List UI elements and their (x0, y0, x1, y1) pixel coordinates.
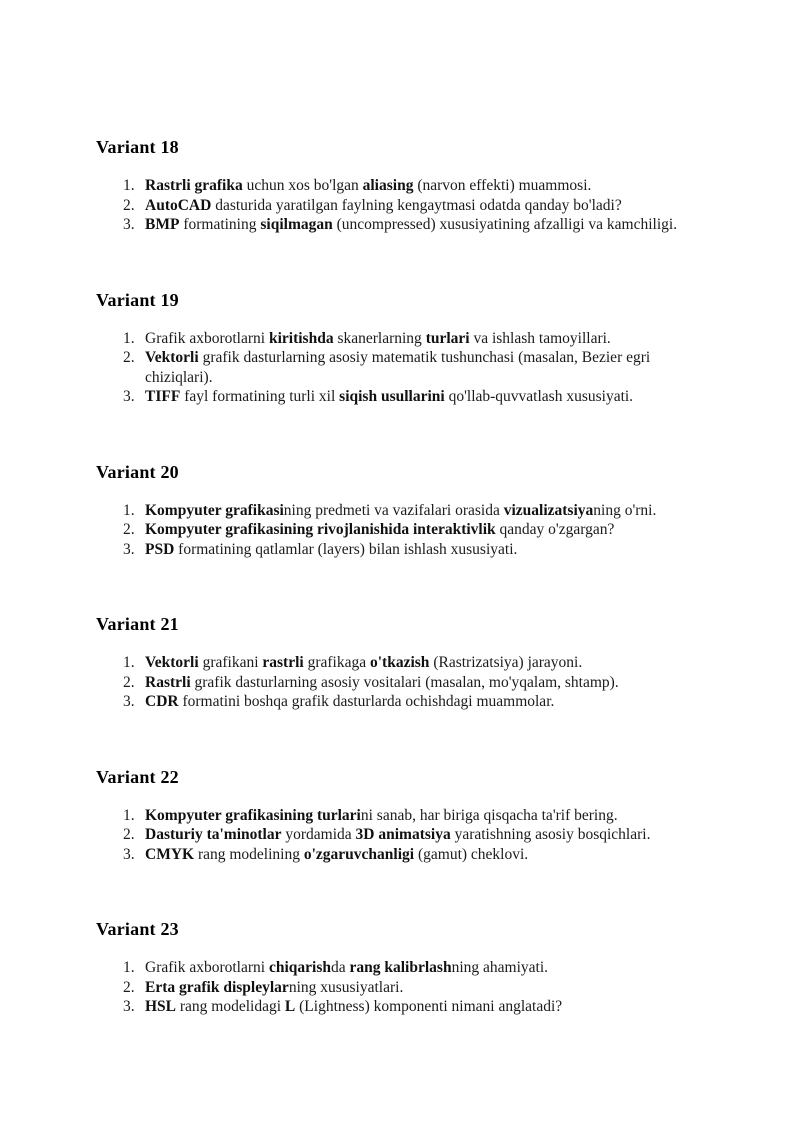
question-text-segment: ning o'rni. (593, 501, 657, 519)
question-item (123, 978, 712, 998)
question-number: 1. (123, 177, 135, 194)
question-number: 2. (123, 673, 135, 691)
question-text-bold-segment: Rastrli (145, 673, 191, 691)
question-text-bold-segment: kiritishda (268, 329, 334, 347)
question-text (145, 673, 712, 693)
question-item (123, 176, 712, 196)
question-text-bold-segment: Kompyuter grafikasi (145, 501, 284, 519)
variant-title: Variant 20 (96, 461, 179, 482)
question-item (123, 673, 712, 693)
variant-section (96, 290, 712, 407)
question-list (123, 958, 712, 1017)
question-item (123, 540, 712, 560)
question-text (145, 958, 712, 978)
question-text (145, 825, 712, 845)
question-text (145, 997, 712, 1017)
question-number: 1. (123, 329, 135, 347)
question-text-bold-segment: Erta grafik displeylar (145, 978, 289, 996)
question-number: 3. (123, 845, 135, 863)
question-text-segment: ni sanab, har biriga qisqacha ta'rif bering. (360, 806, 618, 824)
question-text-segment: ning xususiyatlari. (288, 978, 404, 996)
variant-section (96, 614, 712, 712)
question-text-segment: da (330, 959, 350, 976)
question-item (123, 520, 712, 540)
question-text-segment: fayl formatining turli xil (180, 388, 340, 405)
question-number: 1. (123, 654, 135, 671)
question-text-bold-segment: HSL (145, 998, 177, 1015)
question-text-segment: Grafik axborotlarni (145, 329, 269, 347)
variant-section (96, 767, 712, 865)
exam-variants-content (96, 137, 712, 1072)
question-text-bold-segment: Kompyuter grafikasining turlari (145, 806, 361, 824)
question-text (145, 978, 712, 998)
variant-section (96, 137, 712, 235)
question-text-bold-segment: Kompyuter grafikasining rivojlanishida interaktivlik (145, 521, 496, 538)
question-item (123, 348, 712, 387)
question-number: 2. (123, 196, 135, 214)
variant-section (96, 919, 712, 1017)
question-number: 1. (123, 806, 135, 824)
question-text (145, 653, 712, 673)
question-item (123, 825, 712, 845)
question-text-bold-segment: turlari (425, 329, 470, 347)
question-text-segment: (Lightness) komponenti nimani anglatadi? (295, 998, 563, 1015)
variant-title: Variant 22 (96, 766, 179, 787)
question-text (145, 348, 712, 387)
question-text-segment: formatining (179, 216, 261, 233)
question-list (123, 501, 712, 560)
question-text-bold-segment: PSD (145, 540, 175, 558)
question-item (123, 215, 712, 235)
question-item (123, 997, 712, 1017)
question-text-bold-segment: siqilmagan (260, 216, 333, 233)
question-text-bold-segment: rastrli (262, 654, 304, 671)
question-number: 3. (123, 388, 135, 405)
question-text-segment: (uncompressed) xususiyatining afzalligi va kamchiligi. (332, 216, 678, 233)
question-text-segment: (narvon effekti) muammosi. (413, 177, 592, 194)
question-text (145, 692, 712, 712)
question-text-bold-segment: L (284, 998, 296, 1015)
question-number: 2. (123, 349, 135, 366)
question-text (145, 387, 712, 407)
question-text-segment: uchun xos bo'lgan (242, 177, 363, 194)
question-text-bold-segment: Rastrli grafika (145, 177, 243, 194)
question-list (123, 176, 712, 235)
question-text-segment: rang modelidagi (176, 998, 285, 1015)
question-number: 1. (123, 959, 135, 976)
question-number: 3. (123, 540, 135, 558)
question-text (145, 540, 712, 560)
variant-title: Variant 18 (96, 137, 179, 157)
question-text-segment: qo'llab-quvvatlash xususiyati. (444, 388, 634, 405)
question-text-segment: skanerlarning (333, 329, 426, 347)
question-item (123, 692, 712, 712)
question-text-bold-segment: AutoCAD (145, 196, 212, 214)
question-text-bold-segment: aliasing (362, 177, 414, 194)
question-text-bold-segment: BMP (145, 216, 180, 233)
question-text-segment: (gamut) cheklovi. (414, 845, 529, 863)
question-text-segment: formatining qatlamlar (layers) bilan ishlash xususiyati. (174, 540, 518, 558)
question-text (145, 806, 712, 826)
question-list (123, 806, 712, 865)
question-item (123, 845, 712, 865)
variant-title: Variant 23 (96, 919, 179, 939)
question-item (123, 501, 712, 521)
question-item (123, 958, 712, 978)
question-number: 2. (123, 826, 135, 843)
question-text-bold-segment: Dasturiy ta'minotlar (145, 826, 282, 843)
question-text-segment: grafik dasturlarning asosiy matematik tushunchasi (masalan, Bezier egri chiziqlari). (145, 349, 651, 386)
question-text-segment: yaratishning asosiy bosqichlari. (450, 826, 651, 843)
question-text-segment: (Rastrizatsiya) jarayoni. (429, 654, 583, 671)
question-text-bold-segment: o'zgaruvchanligi (303, 845, 415, 863)
question-number: 3. (123, 998, 135, 1015)
question-text-bold-segment: CMYK (145, 845, 195, 863)
question-number: 1. (123, 501, 135, 519)
question-number: 3. (123, 693, 135, 710)
variant-title: Variant 21 (96, 614, 179, 634)
question-text-segment: ning predmeti va vazifalari orasida (283, 501, 504, 519)
question-text-segment: ning ahamiyati. (451, 959, 548, 976)
question-text (145, 329, 712, 349)
question-item (123, 329, 712, 349)
question-text-segment: va ishlash tamoyillari. (469, 329, 611, 347)
question-item (123, 196, 712, 216)
question-text (145, 520, 712, 540)
question-text-bold-segment: rang kalibrlash (349, 959, 452, 976)
question-text-bold-segment: siqish usullarini (339, 388, 445, 405)
question-text-bold-segment: Vektorli (145, 349, 199, 366)
question-text (145, 845, 712, 865)
question-list (123, 329, 712, 407)
question-text-segment: grafikaga (303, 654, 370, 671)
question-text (145, 196, 712, 216)
question-list (123, 653, 712, 712)
question-item (123, 806, 712, 826)
question-text-segment: rang modelining (194, 845, 304, 863)
question-item (123, 387, 712, 407)
question-text (145, 176, 712, 196)
question-text-bold-segment: TIFF (145, 388, 181, 405)
question-number: 2. (123, 521, 135, 538)
question-text-bold-segment: 3D animatsiya (355, 826, 451, 843)
question-text-bold-segment: CDR (145, 693, 179, 710)
question-text-segment: qanday o'zgargan? (495, 521, 615, 538)
question-text-bold-segment: o'tkazish (370, 654, 430, 671)
question-text-bold-segment: vizualizatsiya (503, 501, 594, 519)
variant-section (96, 462, 712, 560)
question-number: 2. (123, 978, 135, 996)
question-text-segment: Grafik axborotlarni (145, 959, 269, 976)
question-text-segment: dasturida yaratilgan faylning kengaytmasi odatda qanday bo'ladi? (211, 196, 622, 214)
question-text-segment: grafikani (198, 654, 263, 671)
variant-title: Variant 19 (96, 289, 179, 310)
question-text (145, 501, 712, 521)
question-number: 3. (123, 216, 135, 233)
question-item (123, 653, 712, 673)
question-text-segment: grafik dasturlarning asosiy vositalari (masalan, mo'yqalam, shtamp). (190, 673, 619, 691)
question-text-bold-segment: Vektorli (145, 654, 199, 671)
question-text-segment: yordamida (281, 826, 356, 843)
question-text-bold-segment: chiqarish (268, 959, 331, 976)
question-text (145, 215, 712, 235)
question-text-segment: formatini boshqa grafik dasturlarda ochishdagi muammolar. (178, 693, 555, 710)
